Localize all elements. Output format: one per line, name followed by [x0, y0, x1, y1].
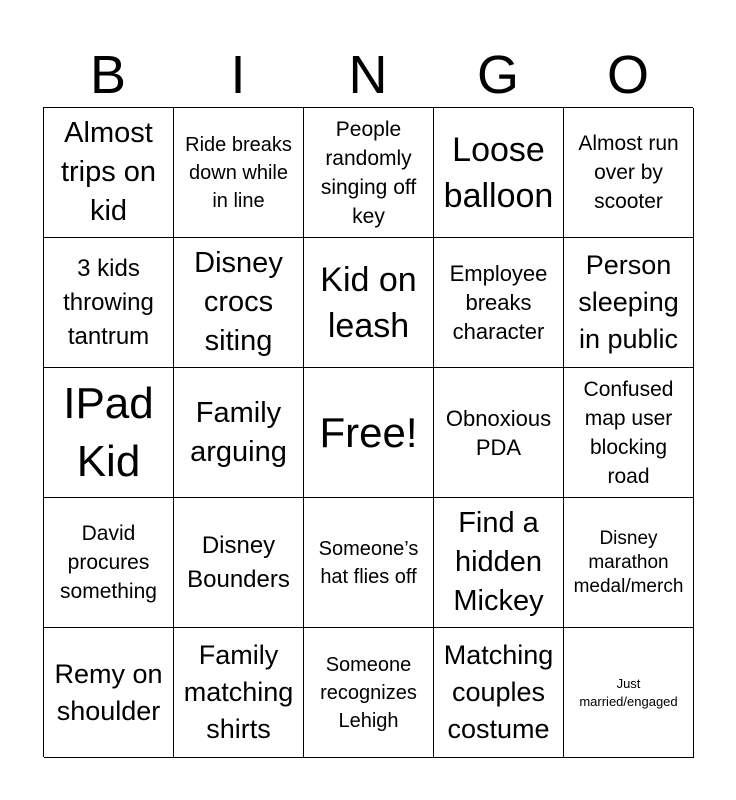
bingo-cell[interactable]	[304, 108, 434, 238]
bingo-cell[interactable]	[564, 238, 694, 368]
cell-text: Person sleeping in public	[578, 250, 679, 354]
bingo-cell[interactable]	[44, 498, 174, 628]
cell-text: Ride breaks down while in line	[185, 133, 292, 212]
cell-text: Almost run over by scooter	[578, 132, 679, 213]
header-letter-i: I	[230, 45, 246, 105]
cell-text: IPad Kid	[63, 378, 154, 486]
header-letter-b: B	[89, 45, 127, 105]
bingo-cell[interactable]	[174, 368, 304, 498]
bingo-cell[interactable]	[564, 498, 694, 628]
cell-text: Kid on leash	[320, 260, 417, 345]
cell-text: Someone recognizes Lehigh	[320, 653, 417, 732]
bingo-cell[interactable]	[44, 108, 174, 238]
cell-text: Almost trips on kid	[60, 117, 157, 227]
cell-text: Obnoxious PDA	[445, 405, 552, 460]
header-letter-g: G	[476, 45, 519, 105]
cell-text: 3 kids throwing tantrum	[63, 254, 154, 350]
bingo-header	[43, 42, 693, 108]
cell-text: David procures something	[60, 522, 157, 603]
cell-text: Disney Bounders	[187, 531, 290, 593]
cell-text: Confused map user blocking road	[583, 377, 674, 488]
bingo-cell[interactable]	[44, 238, 174, 368]
bingo-cell[interactable]	[44, 628, 174, 758]
bingo-cell[interactable]	[174, 498, 304, 628]
cell-text: People randomly singing off key	[320, 117, 417, 228]
bingo-cell[interactable]	[174, 108, 304, 238]
bingo-cell[interactable]	[174, 628, 304, 758]
cell-text: Find a hidden Mickey	[453, 507, 544, 617]
bingo-cell[interactable]	[564, 108, 694, 238]
cell-text: Just married/engaged	[579, 675, 678, 709]
bingo-cell[interactable]	[304, 628, 434, 758]
header-letter-o: O	[606, 45, 649, 105]
bingo-cell[interactable]	[434, 498, 564, 628]
cell-text: Loose balloon	[443, 130, 554, 215]
bingo-cell[interactable]	[564, 628, 694, 758]
bingo-cell[interactable]	[44, 368, 174, 498]
bingo-cell[interactable]	[434, 108, 564, 238]
bingo-grid	[43, 107, 693, 757]
bingo-cell[interactable]	[304, 498, 434, 628]
free-space[interactable]	[304, 368, 434, 498]
cell-text: Remy on shoulder	[54, 658, 163, 726]
cell-text: Employee breaks character	[449, 261, 548, 344]
header-letter-n: N	[348, 45, 388, 105]
free-space-label: Free!	[319, 408, 418, 456]
bingo-cell[interactable]	[434, 368, 564, 498]
bingo-cell[interactable]	[434, 238, 564, 368]
bingo-cell[interactable]	[304, 238, 434, 368]
cell-text: Matching couples costume	[443, 640, 554, 744]
cell-text: Family matching shirts	[183, 640, 294, 744]
cell-text: Someone’s hat flies off	[318, 537, 419, 588]
cell-text: Disney marathon medal/merch	[573, 527, 684, 597]
bingo-cell[interactable]	[434, 628, 564, 758]
cell-text: Disney crocs siting	[194, 247, 283, 357]
bingo-cell[interactable]	[174, 238, 304, 368]
bingo-cell[interactable]	[564, 368, 694, 498]
cell-text: Family arguing	[190, 396, 287, 468]
